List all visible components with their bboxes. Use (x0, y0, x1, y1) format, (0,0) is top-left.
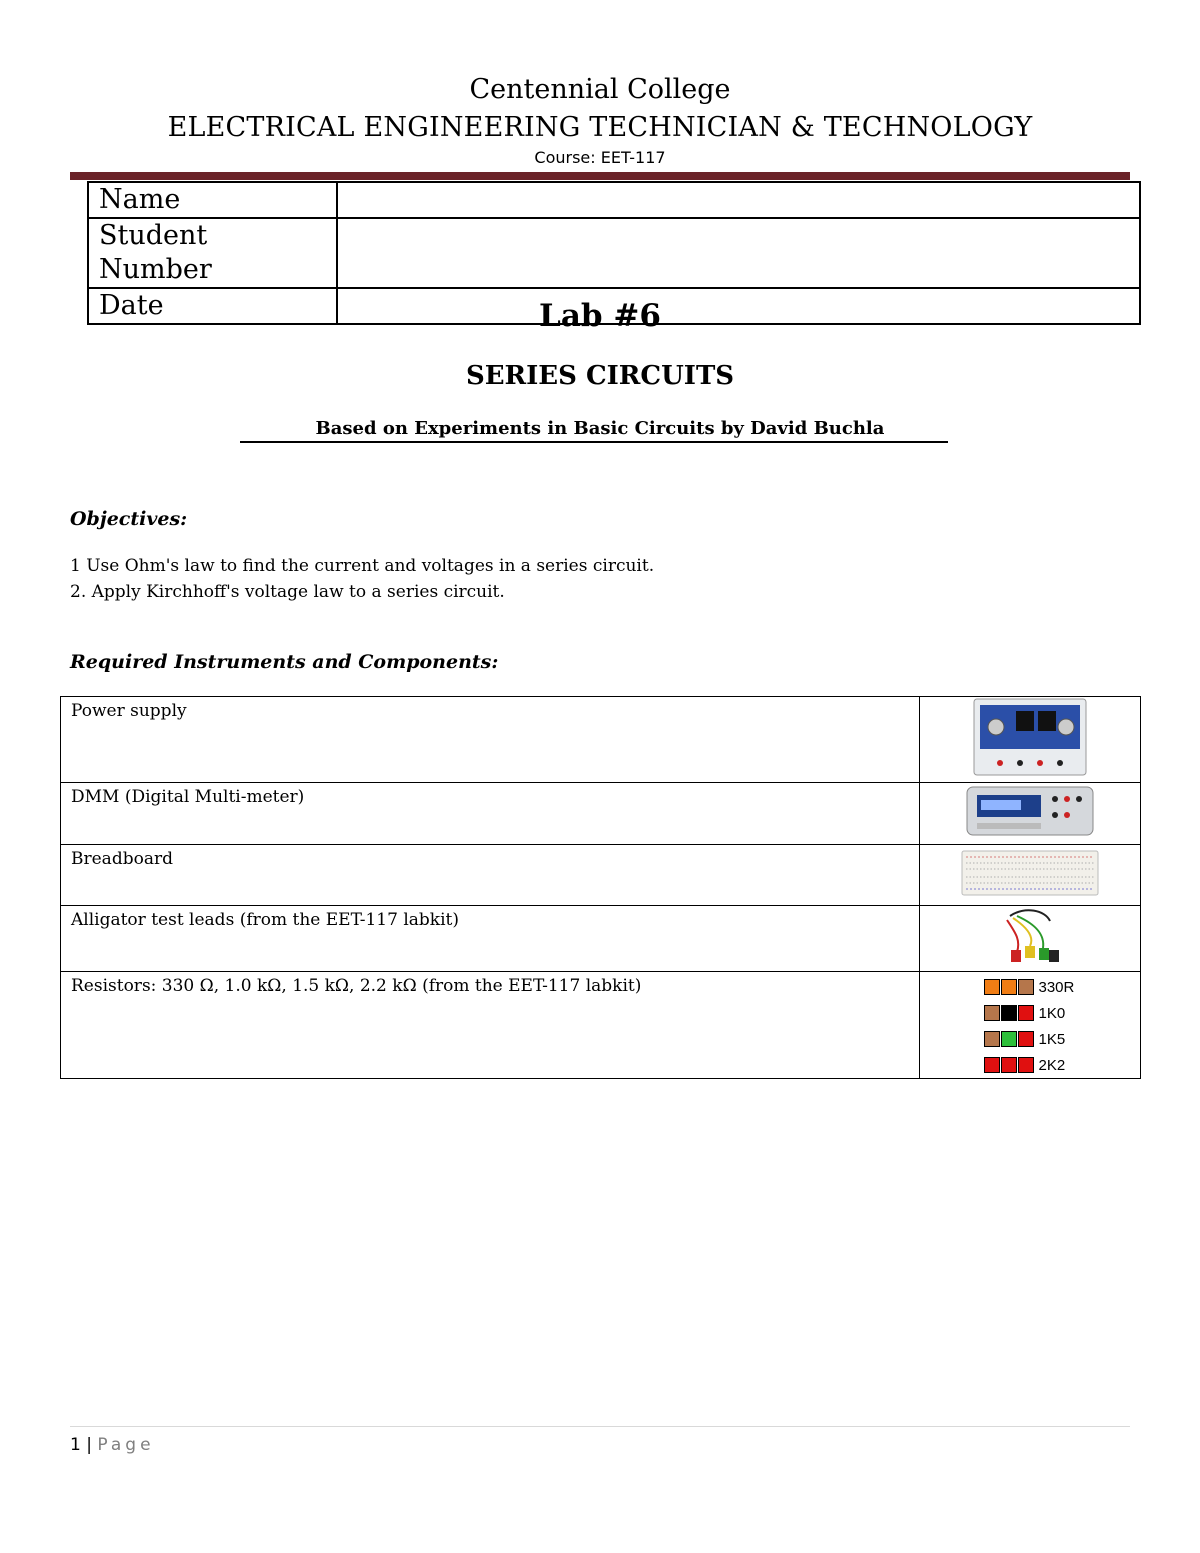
color-band (984, 1005, 1000, 1021)
course-code: Course: EET-117 (534, 148, 666, 167)
color-band (1001, 979, 1017, 995)
component-label: Alligator test leads (from the EET-117 labkit) (61, 906, 920, 972)
test-leads-image (920, 906, 1141, 972)
power-supply-image (920, 697, 1141, 783)
source-underline (240, 441, 948, 443)
component-row (61, 906, 1141, 972)
component-row (61, 845, 1141, 906)
lab-source: Based on Experiments in Basic Circuits by David Buchla (315, 418, 885, 439)
component-label: DMM (Digital Multi-meter) (61, 783, 920, 845)
dmm-image (920, 783, 1141, 845)
component-row (61, 783, 1141, 845)
info-row-student-number (88, 218, 1140, 288)
objective-item: 1 Use Ohm's law to find the current and voltages in a series circuit. (70, 556, 655, 576)
color-band (1018, 1057, 1034, 1073)
resistor-code: 330R (1038, 978, 1075, 996)
color-band (984, 1031, 1000, 1047)
resistor-2k2 (920, 1052, 1140, 1078)
color-band (984, 979, 1000, 995)
objective-item: 2. Apply Kirchhoff's voltage law to a series circuit. (70, 582, 505, 602)
resistor-330r (920, 974, 1140, 1000)
resistor-code: 1K5 (1038, 1030, 1066, 1048)
color-band (1001, 1005, 1017, 1021)
college-name: Centennial College (469, 74, 731, 105)
component-row (61, 972, 1141, 1079)
breadboard-icon (960, 849, 1100, 897)
power-supply-icon (970, 697, 1090, 777)
component-row (61, 697, 1141, 783)
resistor-code: 2K2 (1038, 1056, 1066, 1074)
program-title: ELECTRICAL ENGINEERING TECHNICIAN & TECHNOLOGY (167, 112, 1033, 143)
color-band (1018, 1031, 1034, 1047)
info-label: Date (88, 288, 337, 324)
alligator-leads-icon (995, 906, 1065, 966)
resistor-1k5 (920, 1026, 1140, 1052)
name-field[interactable] (337, 182, 1140, 218)
component-label: Power supply (61, 697, 920, 783)
color-band (1001, 1057, 1017, 1073)
resistor-1k0 (920, 1000, 1140, 1026)
page-footer (70, 1435, 155, 1455)
resistor-code: 1K0 (1038, 1004, 1066, 1022)
color-band (1001, 1031, 1017, 1047)
footer-separator: | (86, 1435, 92, 1455)
multimeter-icon (965, 783, 1095, 839)
component-label: Resistors: 330 Ω, 1.0 kΩ, 1.5 kΩ, 2.2 kΩ (from the EET-117 labkit) (61, 972, 920, 1079)
color-band (984, 1057, 1000, 1073)
header-divider (70, 172, 1130, 180)
lab-subtitle: SERIES CIRCUITS (465, 361, 735, 391)
components-table (60, 696, 1141, 1079)
info-label: Name (88, 182, 337, 218)
footer-divider (70, 1426, 1130, 1427)
page-word: Page (97, 1435, 155, 1455)
info-label: Student Number (88, 218, 337, 288)
objectives-heading: Objectives: (70, 508, 188, 530)
lab-title: Lab #6 (539, 298, 661, 334)
component-label: Breadboard (61, 845, 920, 906)
info-row-name (88, 182, 1140, 218)
color-band (1018, 1005, 1034, 1021)
components-heading: Required Instruments and Components: (70, 651, 499, 673)
page-number: 1 (70, 1435, 81, 1455)
breadboard-image (920, 845, 1141, 906)
student-number-field[interactable] (337, 218, 1140, 288)
color-band (1018, 979, 1034, 995)
resistor-codes (920, 972, 1141, 1079)
